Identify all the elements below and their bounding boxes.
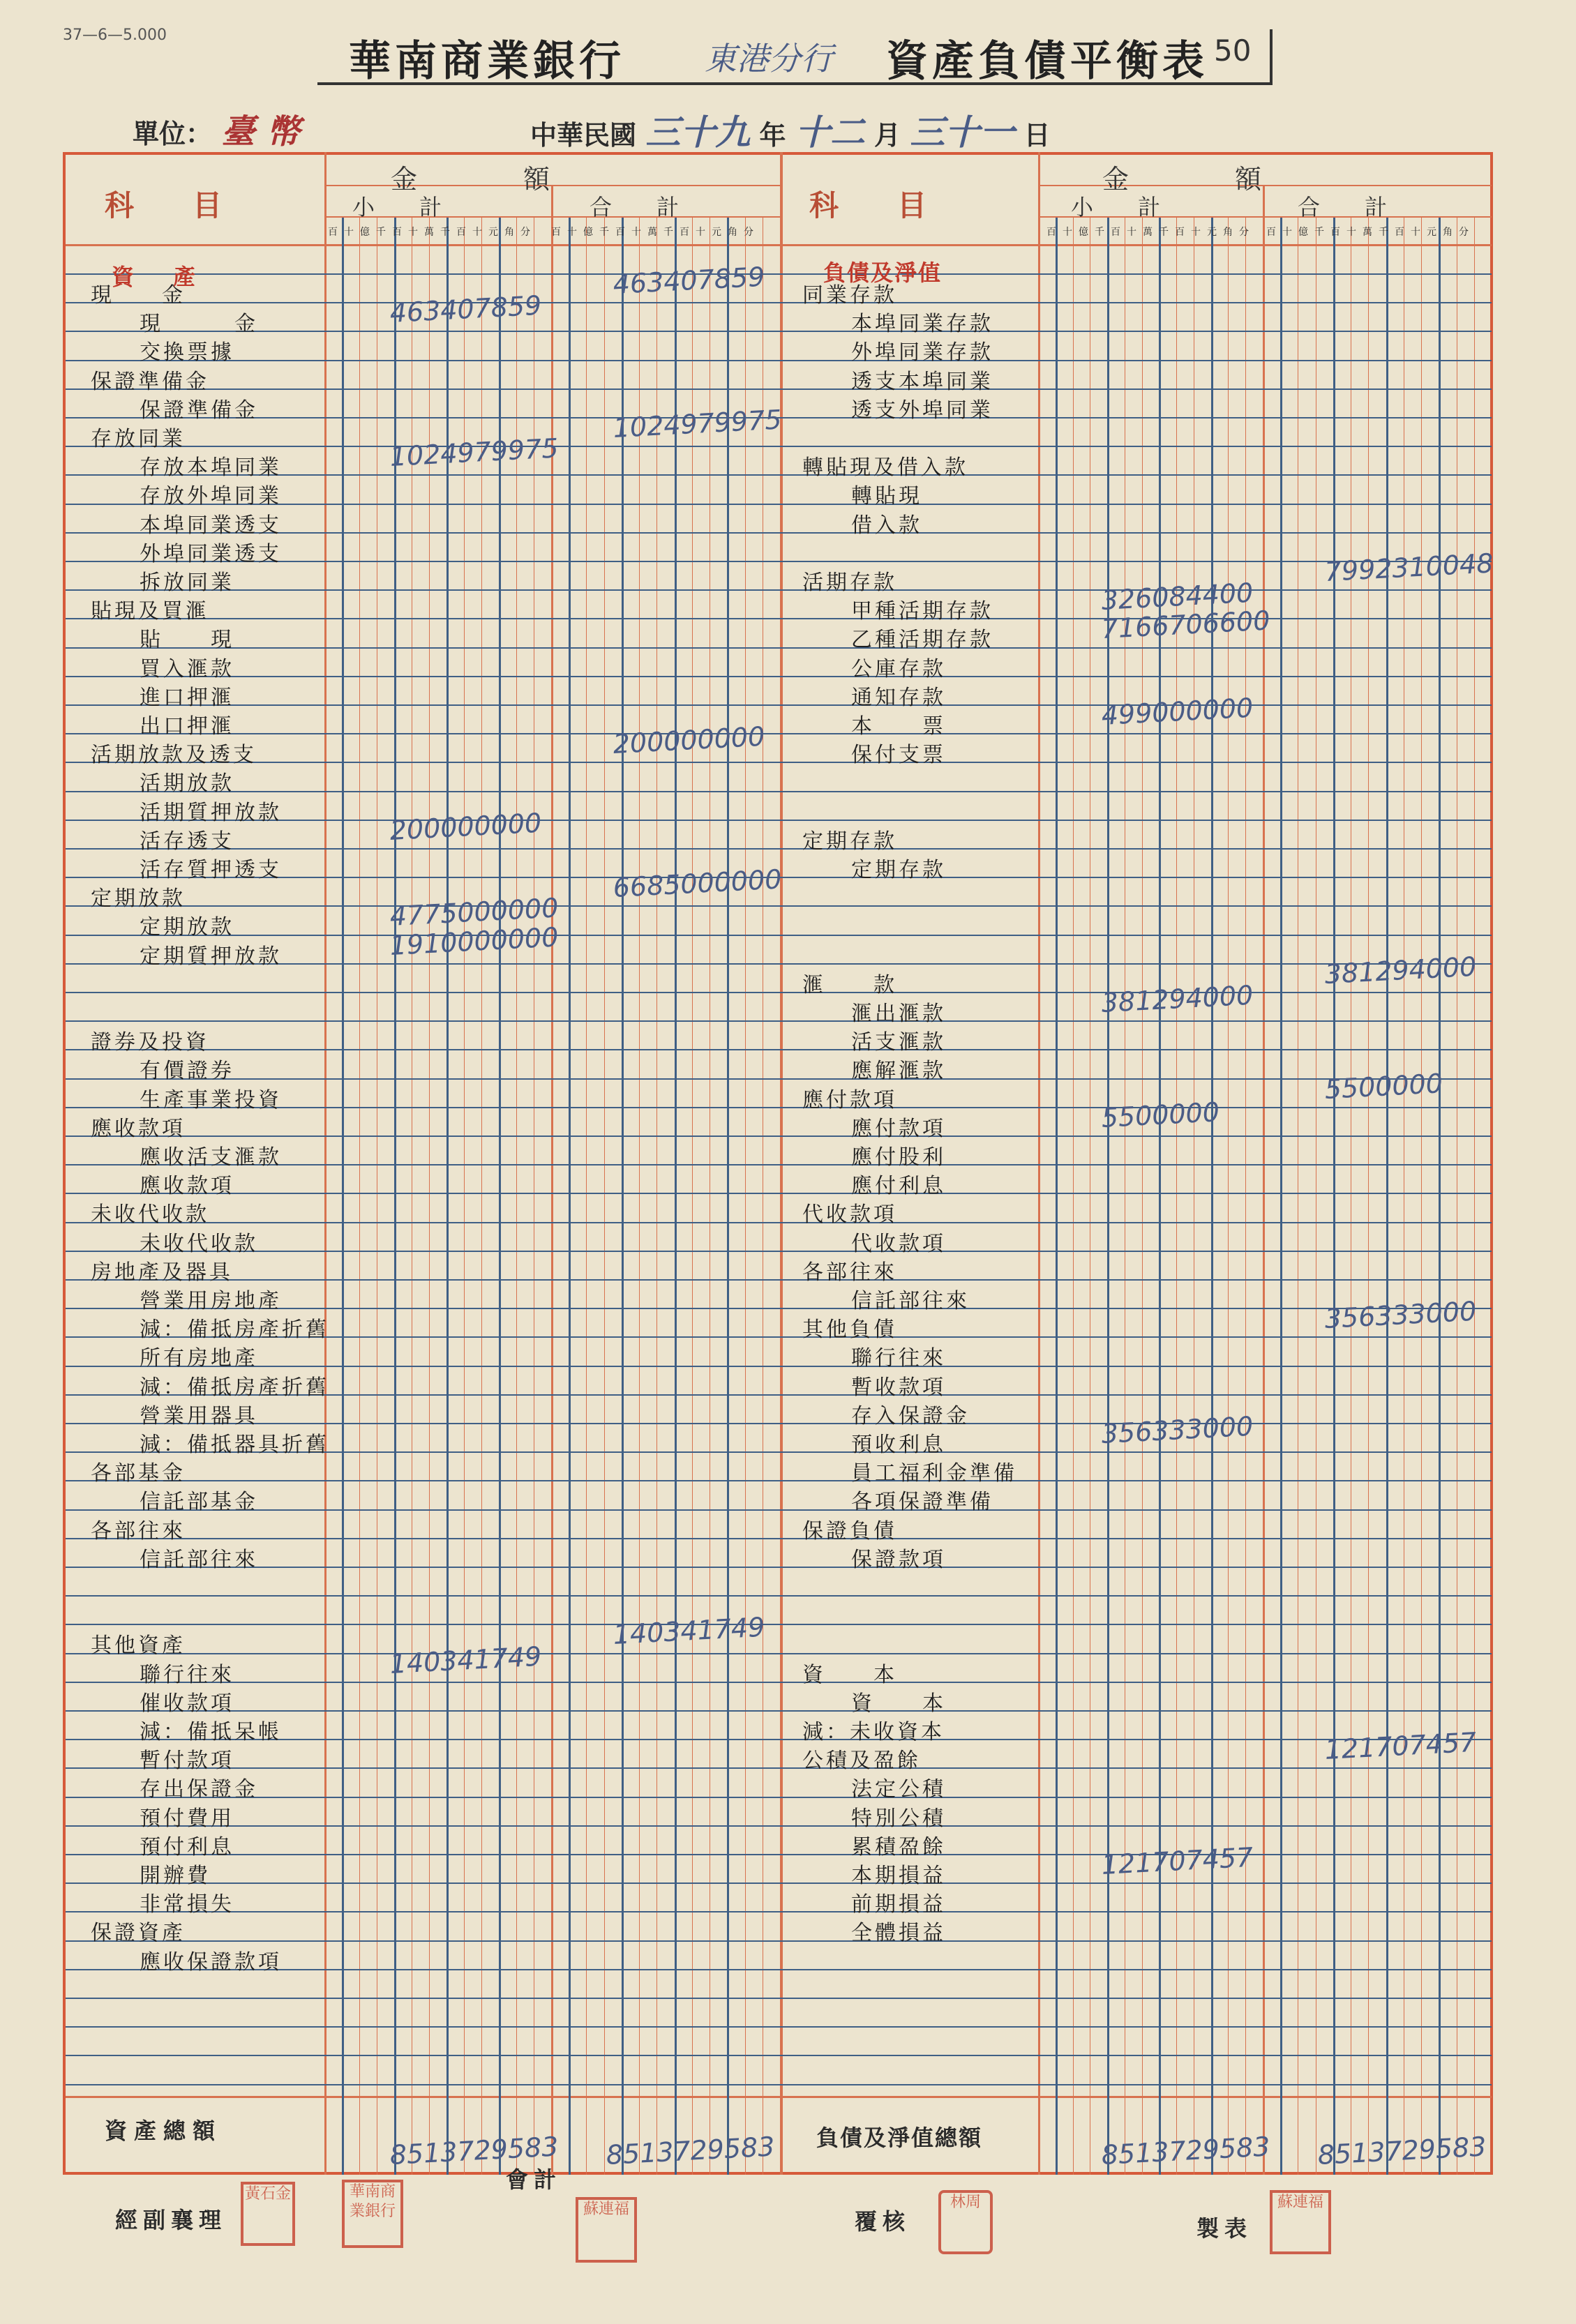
liabilities-grand-subtotal: 8513729583 bbox=[1100, 2131, 1271, 2171]
liability-row-56: 前期損益 bbox=[851, 1892, 946, 1917]
grid-hline bbox=[66, 1222, 1492, 1223]
bank-name: 華南商業銀行 bbox=[349, 37, 625, 86]
branch-name: 東港分行 bbox=[705, 40, 833, 77]
liability-total-header: 合 計 bbox=[1298, 194, 1388, 220]
grid-hline bbox=[66, 1366, 1492, 1367]
signature-accounting-label: 會計 bbox=[506, 2166, 562, 2193]
liability-row-8: 借入款 bbox=[851, 513, 922, 538]
asset-row-12: 貼 現 bbox=[140, 628, 234, 653]
grid-hline bbox=[66, 1682, 1492, 1683]
grid-vline bbox=[675, 218, 677, 2175]
liability-row-14: 通知存款 bbox=[851, 685, 946, 710]
liability-amount-2: 7166706600 bbox=[1100, 605, 1271, 645]
asset-row-54: 預付利息 bbox=[140, 1834, 234, 1859]
asset-row-31: 應收款項 bbox=[140, 1174, 234, 1199]
liability-row-4: 透支外埠同業 bbox=[851, 398, 993, 423]
digit-scale: 百十億千百十萬千百十元角分 bbox=[1046, 227, 1255, 238]
grid-hline bbox=[66, 273, 1492, 275]
grid-vline bbox=[1056, 218, 1058, 2175]
grid-hline bbox=[66, 762, 1492, 763]
page-number: 50 bbox=[1214, 33, 1252, 68]
date-year: 三十九 bbox=[645, 112, 751, 153]
grid-hline bbox=[66, 618, 1492, 619]
grid-hline bbox=[66, 1538, 1492, 1539]
asset-amount-3: 1024979975 bbox=[612, 404, 783, 444]
liability-amount-7: 5500000 bbox=[1100, 1096, 1221, 1133]
asset-row-1: 現 金 bbox=[140, 312, 258, 337]
liability-row-37: 聯行往來 bbox=[851, 1346, 946, 1371]
liability-row-10: 活期存款 bbox=[802, 571, 897, 595]
asset-amount-5: 200000000 bbox=[389, 807, 543, 846]
grid-hline bbox=[66, 1653, 1492, 1654]
liability-row-40: 預收利息 bbox=[851, 1433, 946, 1457]
grid-hline bbox=[66, 2096, 1492, 2098]
grid-vline bbox=[656, 218, 657, 2175]
liability-row-13: 公庫存款 bbox=[851, 656, 946, 681]
asset-amount-2: 1024979975 bbox=[389, 432, 560, 473]
grid-vline bbox=[464, 218, 465, 2175]
asset-row-9: 外埠同業透支 bbox=[140, 541, 282, 566]
assets-total-label: 資產總額 bbox=[105, 2118, 223, 2144]
grid-vline bbox=[1176, 218, 1177, 2175]
grid-hline bbox=[66, 1049, 1492, 1050]
liability-amount-5: 381294000 bbox=[1100, 979, 1254, 1018]
liability-row-33: 代收款項 bbox=[851, 1231, 946, 1256]
signature-manager-label: 經副襄理 bbox=[115, 2207, 227, 2233]
liability-amount-3: 499000000 bbox=[1100, 692, 1254, 731]
asset-total-header: 合 計 bbox=[590, 194, 680, 220]
asset-row-53: 預付費用 bbox=[140, 1806, 234, 1831]
grid-hline bbox=[66, 1480, 1492, 1481]
asset-row-40: 減：備抵器具折舊 bbox=[140, 1433, 329, 1457]
liability-row-52: 法定公積 bbox=[851, 1777, 946, 1802]
grid-hline bbox=[66, 1509, 1492, 1511]
liability-row-25: 滙出滙款 bbox=[851, 1002, 946, 1026]
grid-hline bbox=[66, 331, 1492, 332]
grid-vline bbox=[780, 152, 783, 2175]
asset-row-2: 交換票據 bbox=[140, 340, 234, 365]
month-label: 月 bbox=[873, 119, 901, 151]
grid-hline bbox=[66, 1854, 1492, 1855]
liability-row-49: 資 本 bbox=[851, 1691, 946, 1716]
liability-row-6: 轉貼現及借入款 bbox=[802, 455, 968, 481]
grid-vline bbox=[1142, 218, 1143, 2175]
asset-row-35: 營業用房地產 bbox=[140, 1289, 282, 1313]
grid-hline bbox=[66, 1567, 1492, 1568]
asset-row-29: 應收款項 bbox=[91, 1116, 186, 1141]
asset-row-21: 定期放款 bbox=[91, 886, 186, 912]
grid-hline bbox=[66, 388, 1492, 390]
bank-seal: 華南商業銀行 bbox=[342, 2180, 403, 2248]
liability-row-1: 本埠同業存款 bbox=[851, 312, 993, 337]
liability-row-44: 保證款項 bbox=[851, 1547, 946, 1572]
preparer-seal: 蘇連福 bbox=[1270, 2190, 1331, 2254]
grid-vline bbox=[604, 218, 605, 2175]
asset-row-33: 未收代收款 bbox=[140, 1231, 258, 1256]
asset-row-34: 房地產及器具 bbox=[91, 1260, 233, 1285]
grid-hline bbox=[66, 1911, 1492, 1912]
liability-row-30: 應付股利 bbox=[851, 1145, 946, 1170]
date-day: 三十一 bbox=[910, 112, 1015, 153]
liability-row-16: 保付支票 bbox=[851, 743, 946, 768]
grid-vline bbox=[342, 218, 344, 2175]
liabilities-total-label: 負債及淨值總額 bbox=[816, 2125, 983, 2151]
liability-amount-1: 326084400 bbox=[1100, 577, 1254, 617]
asset-amount-10: 140341749 bbox=[612, 1612, 766, 1651]
asset-row-49: 催收款項 bbox=[140, 1691, 234, 1716]
liability-row-51: 公積及盈餘 bbox=[802, 1749, 921, 1774]
grid-vline bbox=[359, 218, 360, 2175]
grid-hline bbox=[66, 446, 1492, 447]
liability-row-35: 信託部往來 bbox=[851, 1289, 970, 1313]
liability-row-15: 本 票 bbox=[851, 714, 946, 739]
grid-hline bbox=[66, 1423, 1492, 1424]
grid-vline bbox=[1386, 218, 1388, 2175]
grid-hline bbox=[66, 1135, 1492, 1137]
liability-row-42: 各項保證準備 bbox=[851, 1490, 993, 1515]
grid-vline bbox=[1421, 218, 1422, 2175]
grid-hline bbox=[66, 2055, 1492, 2056]
liabilities-grand-total: 8513729583 bbox=[1316, 2131, 1487, 2171]
grid-vline bbox=[324, 152, 327, 2175]
grid-hline bbox=[66, 589, 1492, 591]
asset-row-5: 存放同業 bbox=[91, 427, 186, 451]
liability-subject-header: 科 目 bbox=[809, 188, 927, 222]
asset-amount-header: 金 額 bbox=[391, 164, 550, 195]
asset-amount-0: 463407859 bbox=[389, 289, 543, 329]
asset-subtotal-header: 小 計 bbox=[352, 194, 442, 220]
liability-amount-header: 金 額 bbox=[1102, 164, 1262, 195]
liability-row-50: 減：未收資本 bbox=[802, 1720, 945, 1744]
liability-row-41: 員工福利金準備 bbox=[851, 1461, 1017, 1486]
asset-row-16: 活期放款及透支 bbox=[91, 743, 257, 768]
grid-vline bbox=[1211, 218, 1213, 2175]
grid-vline bbox=[692, 218, 693, 2175]
asset-row-39: 營業用器具 bbox=[140, 1403, 258, 1428]
grid-hline bbox=[66, 1767, 1492, 1769]
asset-row-7: 存放外埠同業 bbox=[140, 484, 282, 509]
liability-row-29: 應付款項 bbox=[851, 1116, 946, 1141]
asset-row-37: 所有房地產 bbox=[140, 1346, 258, 1371]
year-label: 年 bbox=[759, 119, 786, 151]
asset-row-14: 進口押滙 bbox=[140, 685, 234, 710]
liability-row-11: 甲種活期存款 bbox=[851, 599, 993, 624]
grid-hline bbox=[66, 905, 1492, 907]
liability-amount-0: 7992310048 bbox=[1323, 548, 1494, 587]
liability-row-7: 轉貼現 bbox=[851, 484, 922, 509]
grid-hline bbox=[66, 360, 1492, 361]
grid-vline bbox=[622, 218, 624, 2175]
grid-hline bbox=[66, 1251, 1492, 1252]
grid-vline bbox=[1280, 218, 1282, 2175]
asset-row-52: 存出保證金 bbox=[140, 1777, 258, 1802]
asset-row-50: 減：備抵呆帳 bbox=[140, 1720, 282, 1744]
asset-row-22: 定期放款 bbox=[140, 915, 234, 940]
statement-title: 資產負債平衡表 bbox=[886, 37, 1208, 86]
liability-row-48: 資 本 bbox=[802, 1662, 897, 1687]
grid-hline bbox=[66, 1940, 1492, 1942]
liability-row-53: 特別公積 bbox=[851, 1806, 946, 1831]
grid-hline bbox=[66, 1595, 1492, 1597]
grid-vline bbox=[1439, 218, 1441, 2175]
grid-hline bbox=[66, 1825, 1492, 1827]
liability-amount-8: 356333000 bbox=[1323, 1295, 1478, 1335]
asset-amount-8: 1910000000 bbox=[389, 921, 560, 961]
liability-row-3: 透支本埠同業 bbox=[851, 369, 993, 394]
grid-hline bbox=[66, 1998, 1492, 1999]
liability-row-28: 應付款項 bbox=[802, 1087, 897, 1112]
grid-vline bbox=[394, 218, 396, 2175]
liability-row-31: 應付利息 bbox=[851, 1174, 946, 1199]
grid-vline bbox=[516, 218, 517, 2175]
asset-row-18: 活期質押放款 bbox=[140, 800, 282, 825]
asset-row-26: 證券及投資 bbox=[91, 1030, 209, 1055]
asset-row-17: 活期放款 bbox=[140, 771, 234, 797]
grid-hline bbox=[66, 1624, 1492, 1625]
signature-review-label: 覆核 bbox=[855, 2208, 911, 2235]
grid-vline bbox=[1263, 185, 1265, 2175]
asset-row-51: 暫付款項 bbox=[140, 1749, 234, 1774]
grid-vline bbox=[569, 218, 571, 2175]
grid-hline bbox=[66, 992, 1492, 993]
grid-vline bbox=[1245, 218, 1246, 2175]
manager-seal: 黃石金 bbox=[241, 2182, 295, 2246]
asset-row-44: 信託部往來 bbox=[140, 1547, 258, 1572]
date-month: 十二 bbox=[795, 112, 865, 153]
asset-row-32: 未收代收款 bbox=[91, 1202, 209, 1228]
liability-row-43: 保證負債 bbox=[802, 1518, 897, 1544]
assets-grand-subtotal: 8513729583 bbox=[389, 2131, 560, 2171]
assets-section-title: 資 產 bbox=[112, 264, 204, 290]
liability-amount-9: 356333000 bbox=[1100, 1410, 1254, 1449]
grid-hline bbox=[66, 733, 1492, 734]
grid-vline bbox=[1073, 218, 1074, 2175]
liability-row-2: 外埠同業存款 bbox=[851, 340, 993, 365]
asset-row-4: 保證準備金 bbox=[140, 398, 258, 423]
asset-subject-header: 科 目 bbox=[105, 188, 223, 222]
asset-row-28: 生產事業投資 bbox=[140, 1087, 282, 1112]
digit-scale: 百十億千百十萬千百十元角分 bbox=[328, 227, 536, 238]
grid-hline bbox=[66, 244, 1492, 246]
liability-row-19: 定期存款 bbox=[802, 829, 897, 854]
liability-row-34: 各部往來 bbox=[802, 1260, 897, 1285]
liability-amount-11: 121707457 bbox=[1100, 1841, 1254, 1880]
grid-vline bbox=[446, 218, 449, 2175]
asset-row-38: 減：備抵房產折舊 bbox=[140, 1375, 329, 1400]
grid-hline bbox=[66, 1797, 1492, 1798]
liability-row-39: 存入保證金 bbox=[851, 1403, 970, 1428]
grid-vline bbox=[1107, 218, 1109, 2175]
liability-subtotal-header: 小 計 bbox=[1071, 194, 1161, 220]
asset-row-10: 拆放同業 bbox=[140, 571, 234, 595]
asset-amount-4: 200000000 bbox=[612, 720, 766, 760]
asset-row-15: 出口押滙 bbox=[140, 714, 234, 739]
asset-row-20: 活存質押透支 bbox=[140, 858, 282, 882]
asset-row-43: 各部往來 bbox=[91, 1518, 186, 1544]
liability-row-32: 代收款項 bbox=[802, 1202, 897, 1228]
asset-row-57: 保證資產 bbox=[91, 1921, 186, 1946]
asset-row-0: 現 金 bbox=[91, 283, 186, 308]
grid-vline bbox=[1474, 218, 1475, 2175]
grid-hline bbox=[66, 1882, 1492, 1884]
grid-vline bbox=[1228, 218, 1229, 2175]
liability-row-54: 累積盈餘 bbox=[851, 1834, 946, 1859]
grid-vline bbox=[481, 218, 482, 2175]
asset-row-8: 本埠同業透支 bbox=[140, 513, 282, 538]
grid-vline bbox=[1159, 218, 1161, 2175]
asset-row-48: 聯行往來 bbox=[140, 1662, 234, 1687]
asset-row-58: 應收保證款項 bbox=[140, 1949, 282, 1975]
grid-vline bbox=[499, 218, 501, 2175]
unit-label: 單位： bbox=[133, 118, 213, 149]
grid-hline bbox=[66, 935, 1492, 936]
grid-hline bbox=[66, 647, 1492, 649]
liability-row-38: 暫收款項 bbox=[851, 1375, 946, 1400]
grid-hline bbox=[66, 2084, 1492, 2085]
grid-vline bbox=[1333, 218, 1335, 2175]
grid-hline bbox=[66, 2026, 1492, 2028]
grid-vline bbox=[745, 218, 746, 2175]
asset-amount-9: 140341749 bbox=[389, 1640, 543, 1680]
asset-row-27: 有價證券 bbox=[140, 1059, 234, 1084]
asset-row-56: 非常損失 bbox=[140, 1892, 234, 1917]
asset-row-47: 其他資產 bbox=[91, 1633, 186, 1659]
grid-hline bbox=[66, 1193, 1492, 1194]
liability-row-36: 其他負債 bbox=[802, 1318, 897, 1343]
grid-hline bbox=[66, 302, 1492, 303]
grid-hline bbox=[66, 1710, 1492, 1712]
review-seal: 林周 bbox=[938, 2190, 993, 2254]
accounting-seal: 蘇連福 bbox=[576, 2197, 637, 2263]
day-label: 日 bbox=[1023, 119, 1051, 151]
unit-value: 臺 幣 bbox=[221, 112, 300, 151]
asset-amount-7: 4775000000 bbox=[389, 892, 560, 933]
liability-row-26: 活支滙款 bbox=[851, 1030, 946, 1055]
grid-vline bbox=[1038, 152, 1040, 2175]
asset-amount-6: 6685000000 bbox=[612, 863, 783, 904]
asset-amount-1: 463407859 bbox=[612, 261, 766, 300]
grid-hline bbox=[66, 1078, 1492, 1080]
grid-hline bbox=[66, 1020, 1492, 1022]
asset-row-42: 信託部基金 bbox=[140, 1490, 258, 1515]
asset-row-23: 定期質押放款 bbox=[140, 944, 282, 969]
liability-row-20: 定期存款 bbox=[851, 858, 946, 882]
liability-row-57: 全體損益 bbox=[851, 1921, 946, 1946]
grid-hline bbox=[66, 1279, 1492, 1281]
liability-amount-6: 5500000 bbox=[1323, 1067, 1444, 1105]
grid-vline bbox=[586, 218, 587, 2175]
asset-row-36: 減：備抵房產折舊 bbox=[140, 1318, 329, 1343]
asset-row-11: 貼現及買滙 bbox=[91, 599, 209, 624]
liability-row-12: 乙種活期存款 bbox=[851, 628, 993, 653]
asset-row-13: 買入滙款 bbox=[140, 656, 234, 681]
digit-scale: 百十億千百十萬千百十元角分 bbox=[1266, 227, 1475, 238]
asset-row-6: 存放本埠同業 bbox=[140, 455, 282, 481]
grid-vline bbox=[551, 185, 553, 2175]
liability-row-24: 滙 款 bbox=[802, 972, 897, 997]
asset-row-19: 活存透支 bbox=[140, 829, 234, 854]
grid-hline bbox=[66, 848, 1492, 850]
liability-amount-4: 381294000 bbox=[1323, 951, 1478, 990]
liability-row-55: 本期損益 bbox=[851, 1864, 946, 1888]
asset-row-3: 保證準備金 bbox=[91, 369, 209, 394]
liability-row-0: 同業存款 bbox=[802, 283, 897, 308]
asset-row-41: 各部基金 bbox=[91, 1461, 186, 1486]
assets-grand-total: 8513729583 bbox=[605, 2131, 776, 2171]
grid-hline bbox=[66, 791, 1492, 792]
date-prefix: 中華民國 bbox=[530, 119, 637, 151]
liability-row-27: 應解滙款 bbox=[851, 1059, 946, 1084]
grid-hline bbox=[66, 704, 1492, 706]
form-number: 37—6—5.000 bbox=[63, 27, 167, 44]
digit-scale: 百十億千百十萬千百十元角分 bbox=[551, 227, 760, 238]
liabilities-section-title: 負債及淨值 bbox=[823, 259, 943, 286]
asset-row-55: 開辦費 bbox=[140, 1864, 211, 1888]
grid-vline bbox=[1368, 218, 1369, 2175]
asset-row-30: 應收活支滙款 bbox=[140, 1145, 282, 1170]
grid-vline bbox=[727, 218, 729, 2175]
grid-hline bbox=[66, 676, 1492, 677]
grid-vline bbox=[639, 218, 640, 2175]
signature-preparer-label: 製表 bbox=[1196, 2215, 1253, 2242]
liability-amount-10: 121707457 bbox=[1323, 1726, 1478, 1766]
grid-vline bbox=[429, 218, 430, 2175]
